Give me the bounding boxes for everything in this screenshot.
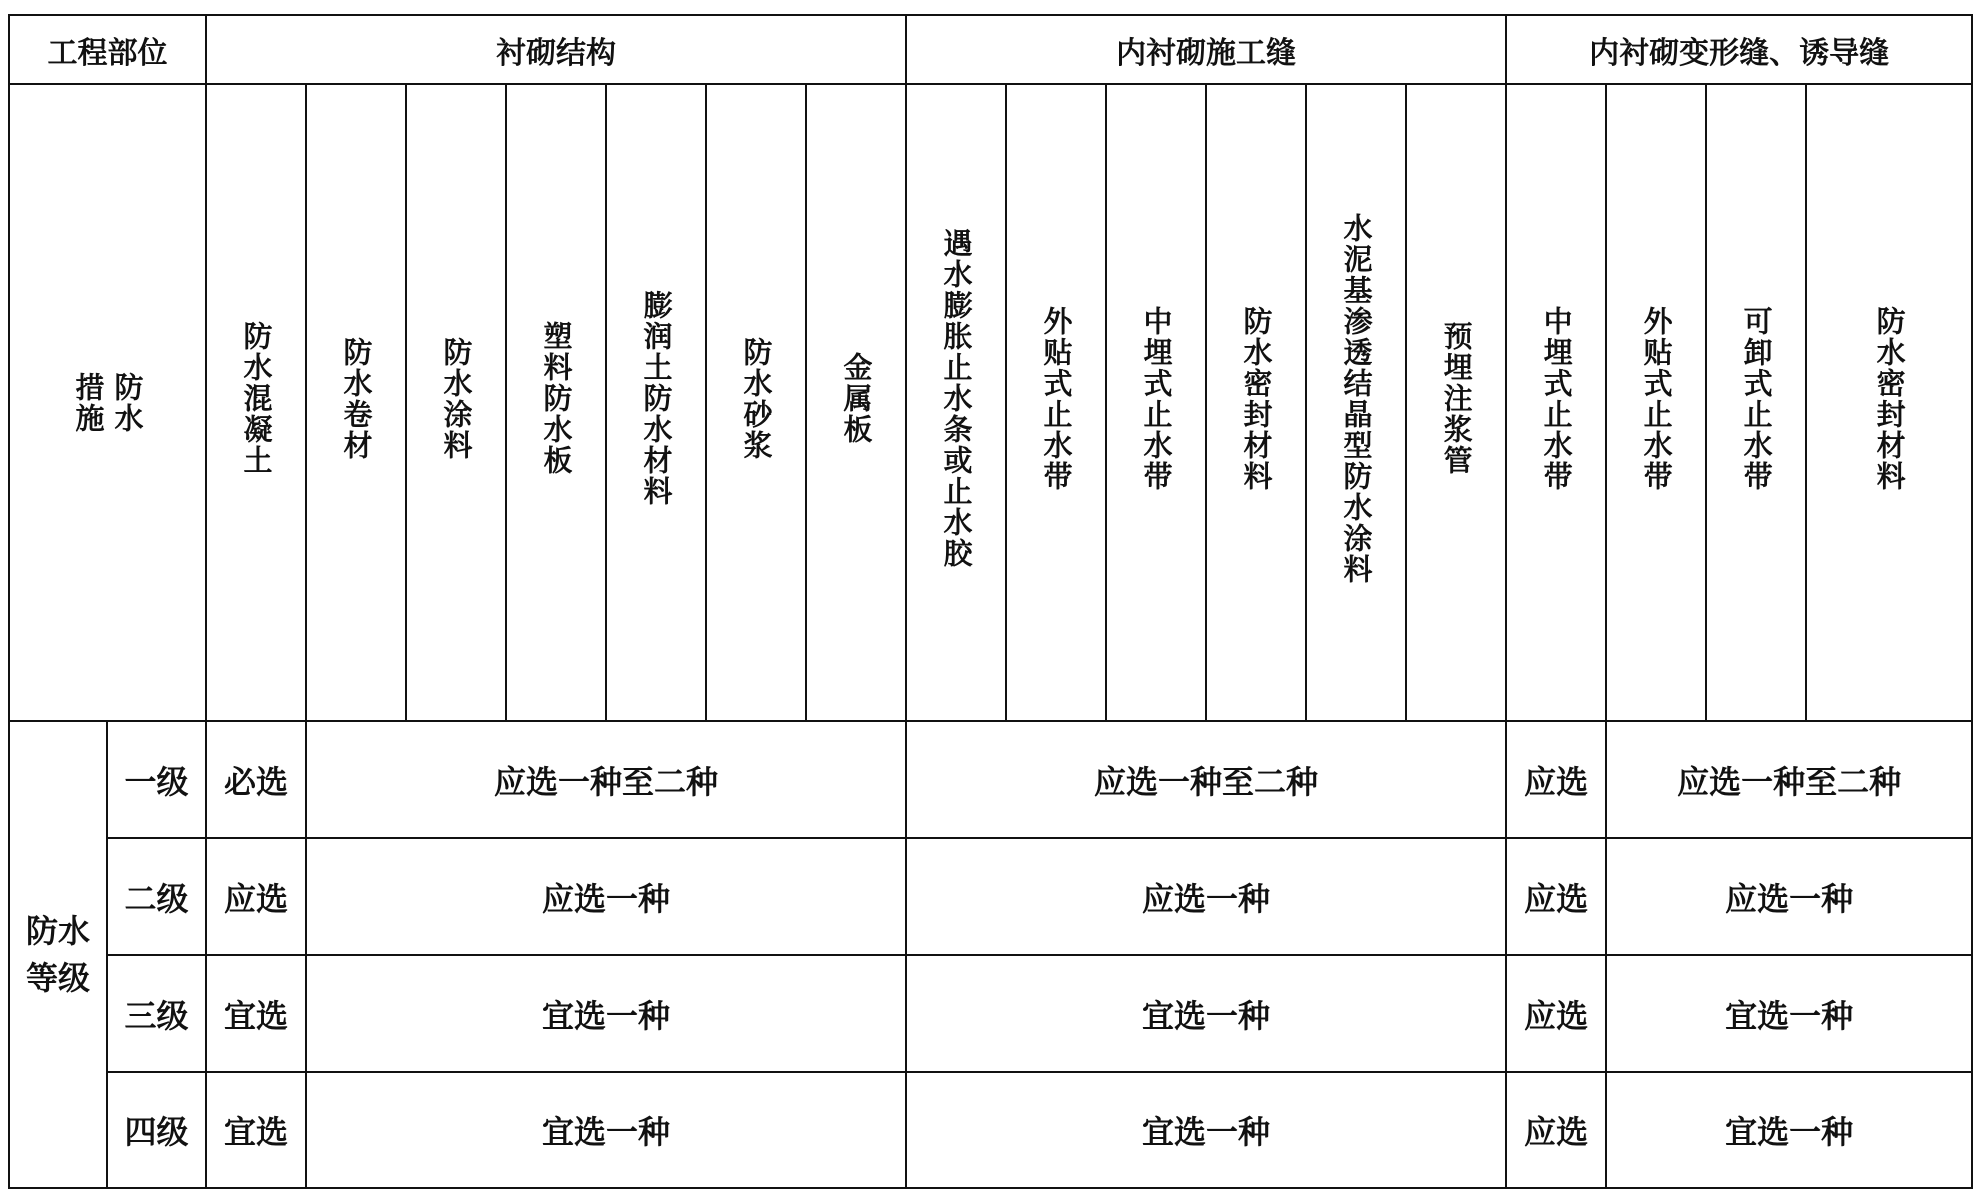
measures-header-line-1: 防水 — [110, 371, 145, 434]
column-header-label: 预埋注浆管 — [1439, 321, 1474, 476]
column-header-label: 水泥基渗透结晶型防水涂料 — [1339, 212, 1374, 585]
grade-level: 四级 — [107, 1072, 206, 1188]
column-header — [1606, 84, 1706, 721]
column-header-label: 防水卷材 — [339, 336, 374, 461]
table-cell: 应选一种 — [306, 838, 906, 955]
column-header — [206, 84, 306, 721]
column-header-label: 可卸式止水带 — [1739, 305, 1774, 492]
column-header-label: 防水密封材料 — [1872, 305, 1907, 492]
column-header-label: 外贴式止水带 — [1639, 305, 1674, 492]
table-cell: 应选 — [1506, 721, 1606, 838]
measures-header-line-2: 措施 — [71, 371, 106, 434]
column-header — [706, 84, 806, 721]
column-header-label: 中埋式止水带 — [1139, 305, 1174, 492]
grade-header — [9, 721, 107, 1188]
table-cell: 应选一种 — [1606, 838, 1972, 955]
measures-header — [9, 84, 206, 721]
column-header — [406, 84, 506, 721]
table-cell: 应选 — [1506, 955, 1606, 1072]
column-header — [1406, 84, 1506, 721]
column-header-label: 中埋式止水带 — [1539, 305, 1574, 492]
table-cell: 应选 — [1506, 838, 1606, 955]
table-cell: 必选 — [206, 721, 306, 838]
column-header — [1806, 84, 1972, 721]
table-cell: 应选一种至二种 — [306, 721, 906, 838]
corner-header: 工程部位 — [9, 15, 206, 84]
column-header-label: 塑料防水板 — [539, 321, 574, 476]
column-header-label: 膨润土防水材料 — [639, 290, 674, 507]
column-header — [1206, 84, 1306, 721]
column-header — [306, 84, 406, 721]
table-cell: 应选一种至二种 — [1606, 721, 1972, 838]
column-header-label: 外贴式止水带 — [1039, 305, 1074, 492]
group-header-deformation-joint: 内衬砌变形缝、诱导缝 — [1506, 15, 1972, 84]
group-header-lining-structure: 衬砌结构 — [206, 15, 906, 84]
measures-header-label — [10, 372, 205, 434]
column-header — [1106, 84, 1206, 721]
grade-level: 一级 — [107, 721, 206, 838]
table-cell: 应选 — [1506, 1072, 1606, 1188]
column-header-label: 防水涂料 — [439, 336, 474, 461]
table-cell: 应选 — [206, 838, 306, 955]
column-header — [606, 84, 706, 721]
column-header — [906, 84, 1006, 721]
column-header-label: 金属板 — [839, 352, 874, 445]
waterproofing-table — [8, 14, 1973, 1189]
column-header — [1006, 84, 1106, 721]
table-cell: 宜选 — [206, 955, 306, 1072]
column-header — [1706, 84, 1806, 721]
group-header-construction-joint: 内衬砌施工缝 — [906, 15, 1506, 84]
column-header — [1306, 84, 1406, 721]
table-cell: 宜选一种 — [906, 955, 1506, 1072]
column-header — [1506, 84, 1606, 721]
table-cell: 宜选一种 — [1606, 1072, 1972, 1188]
column-header-label: 防水砂浆 — [739, 336, 774, 461]
column-header — [506, 84, 606, 721]
column-header-label: 防水混凝土 — [239, 321, 274, 476]
table-cell: 宜选一种 — [306, 955, 906, 1072]
column-header-label: 防水密封材料 — [1239, 305, 1274, 492]
table-cell: 宜选一种 — [1606, 955, 1972, 1072]
grade-header-label: 防水等级 — [25, 912, 90, 997]
column-header-label: 遇水膨胀止水条或止水胶 — [939, 228, 974, 569]
table-cell: 应选一种至二种 — [906, 721, 1506, 838]
table-cell: 宜选一种 — [306, 1072, 906, 1188]
table-cell: 宜选 — [206, 1072, 306, 1188]
column-header — [806, 84, 906, 721]
table-cell: 应选一种 — [906, 838, 1506, 955]
grade-level: 三级 — [107, 955, 206, 1072]
grade-level: 二级 — [107, 838, 206, 955]
table-cell: 宜选一种 — [906, 1072, 1506, 1188]
